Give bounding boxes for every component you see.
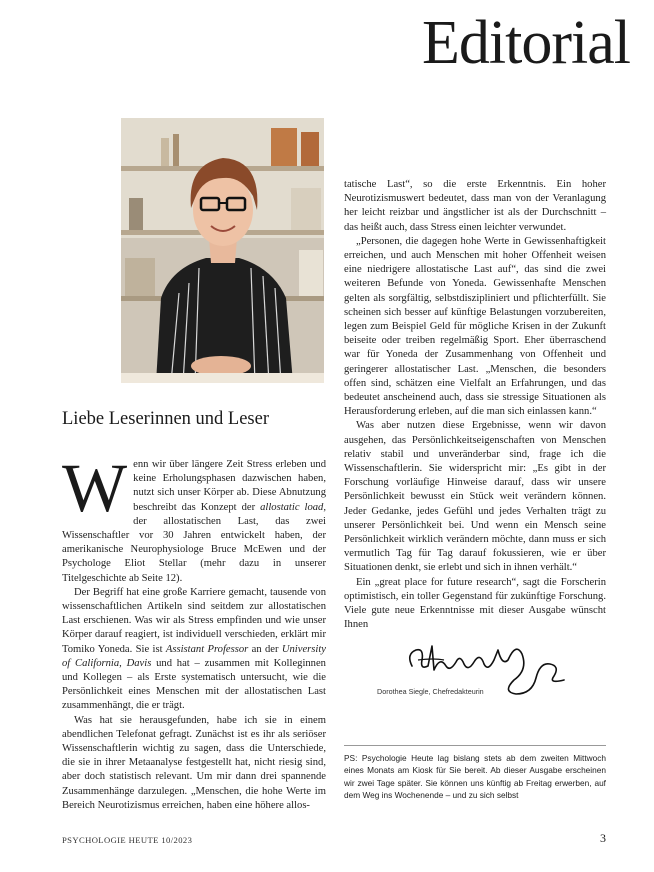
page-number: 3 (600, 831, 606, 845)
portrait-image (121, 118, 324, 383)
article-paragraph: „Personen, die dagegen hohe Werte in Gewissenhaftigkeit erreichen, und auch Menschen mit hoher Offenheit weisen eine niedrigere allostatische Last auf“, das sind die zwei weiteren Befunde von Yoneda. Gewissenhafte Menschen gelten als sorgfältig, selbstdiszipliniert und pflichterfüllt. Sie scheinen sich besser auf künftige Belastungen vorzubereiten, legen zum Beispiel Geld für mögliche Krisen in der Zukunft beiseite oder treiben regelmäßig Sport. Eher überraschend war für Yoneda der Zusammenhang von Offenheit und geringerer allostatischer Last. „Menschen, die besonders offen sind, schätzen eine Vielfalt an Erfahrungen, und das bedeutet anscheinend auch, dass sie stressige Situationen als Herausforderung erleben, auf die man sich einlassen kann.“ (344, 235, 606, 418)
article-paragraph: Der Begriff hat eine große Karriere gemacht, tausende von wissenschaftlichen Artikeln sind seitdem zur allostatischen Last erschienen. Was wir als Stress empfinden und wie unser Körper darauf reagiert, ist individuell verschieden, erklärt mir Tomiko Yoneda. Sie ist Assistant Professor an der University of California, Davis und hat – zusammen mit Kolleginnen und Kollegen – als Erste systematisch untersucht, wie die Persönlichkeit eines Menschen mit der allostatischen Last zusammenhängt, die er trägt. (62, 586, 326, 712)
article-paragraph: tatische Last“, so die erste Erkenntnis. Ein hoher Neurotizismuswert bedeutet, dass man von der Veranlagung her leicht reizbar und ängstlicher ist als der Durchschnitt – das heißt auch, dass Stress einen leichter verwundet. (344, 179, 606, 233)
article-column-right (344, 178, 606, 631)
article-paragraph: Wenn wir über längere Zeit Stress erleben und keine Erholungsphasen dazwischen haben, nutzt sich unser Körper ab. Diese Abnutzung beschreibt das Konzept der allostatic load, der allostatischen Last, das zwei Wissenschaftler vor 30 Jahren entwickelt haben, der amerikanische Neurophysiologe Bruce McEwen und der Psychologe Eliot Stellar (mehr dazu in unserer Titelgeschichte ab Seite 12). (62, 450, 326, 584)
ps-divider (344, 745, 606, 746)
article-paragraph: Was hat sie herausgefunden, habe ich sie in einem abendlichen Telefonat gefragt. Zunächst ist es ihr als seriöser Wissenschaftlerin wichtig zu sagen, dass die Unterschiede, die sie in ihrer Metaanalyse festgestellt hat, nicht riesig sind, aber doch statistisch relevant. Um mir dann drei spannende Zusammenhänge darzulegen. „Menschen, die hohe Werte im Bereich Neurotizismus erreichen, haben eine höhere allos- (62, 714, 326, 811)
drop-cap: W (62, 450, 128, 526)
greeting-heading: Liebe Leserinnen und Leser (62, 409, 270, 429)
postscript-note: PS: Psychologie Heute lag bislang stets ab dem zweiten Mittwoch eines Monats am Kiosk für Sie bereit. Ab dieser Ausgabe erscheinen wir zwei Tage später. Sie können uns künftig ab Freitag erwerben, auf dem Weg ins Wochenende – und zu sich selbst (344, 753, 606, 801)
page-title: Editorial (422, 9, 630, 77)
footer-publication: PSYCHOLOGIE HEUTE 10/2023 (62, 835, 193, 845)
author-photo (121, 118, 324, 383)
article-paragraph: Was aber nutzen diese Ergebnisse, wenn wir davon ausgehen, das Persönlichkeitseigenschaften von Menschen relativ stabil und unveränderbar sind, frage ich die Wissenschaftlerin. Sie widerspricht mir: „Es gibt in der Forschung vorläufige Hinweise darauf, dass wir unsere Persönlichkeit bewusst ein Stück weit verändern können. Jeder Gedanke, jedes Gefühl und jedes Verhalten trägt zu unserer Persönlichkeit bei. Und wenn ein Mensch seine Persönlichkeit wirklich verändern möchte, dann muss er sich vermutlich Tag für Tag darauf fokussieren, wie er über Situationen denkt, sie erlebt und sich in ihnen verhält.“ (344, 420, 606, 574)
signature-caption: Dorothea Siegle, Chefredakteurin (377, 687, 484, 696)
article-paragraph: Ein „great place for future research“, sagt die Forscherin optimistisch, ein toller Gegenstand für zukünftige Forschung. Viele gute neue Erkenntnisse mit dieser Ausgabe wünscht Ihnen (344, 576, 606, 631)
article-column-left (62, 450, 326, 811)
